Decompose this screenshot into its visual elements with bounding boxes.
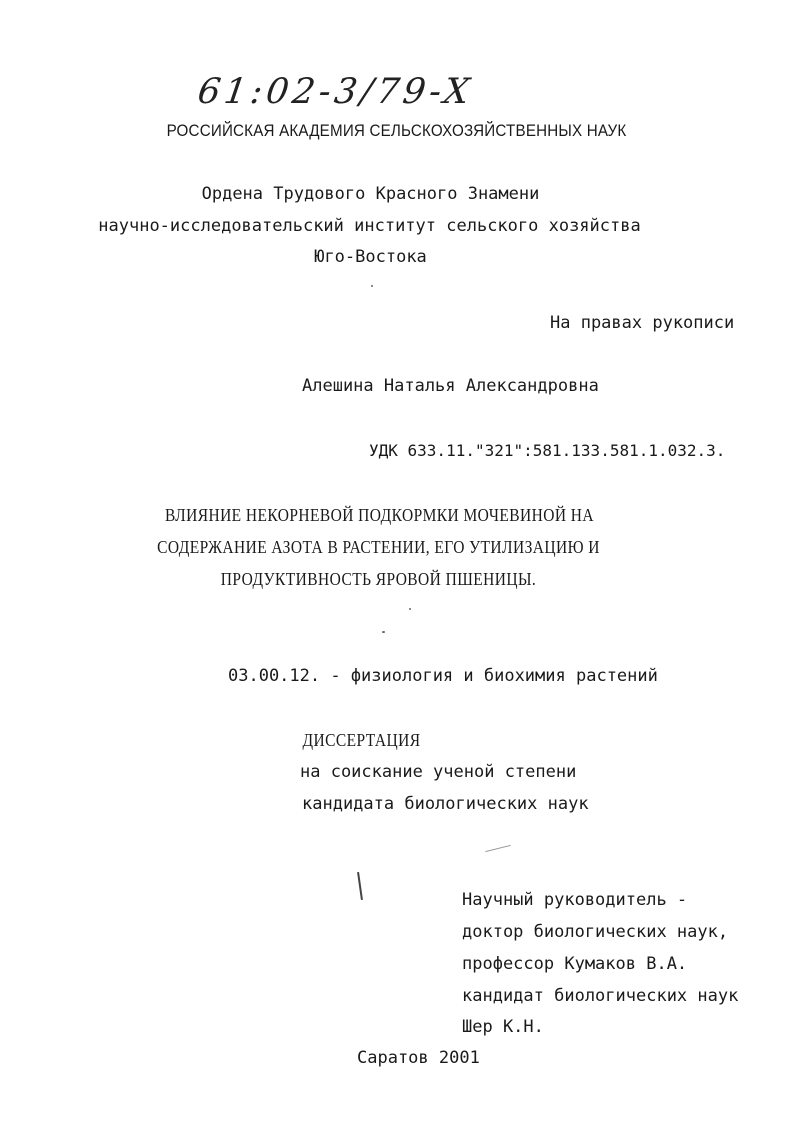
author-name: Алешина Наталья Александровна (302, 376, 599, 396)
scan-speck (382, 631, 385, 633)
supervisor-line-4: кандидат биологических наук (462, 986, 739, 1006)
scan-speck (409, 608, 411, 610)
scan-stroke (485, 845, 510, 852)
city-year: Саратов 2001 (357, 1048, 480, 1068)
scan-stroke (357, 872, 363, 900)
institute-line-1: Ордена Трудового Красного Знамени (201, 184, 540, 204)
supervisor-line-3: профессор Кумаков В.А. (462, 954, 688, 974)
degree-line-1: на соискание ученой степени (300, 762, 577, 782)
degree-type: ДИССЕРТАЦИЯ (302, 730, 421, 750)
archive-mark: 61:02-3/79-X (195, 72, 476, 112)
title-line-2: СОДЕРЖАНИЕ АЗОТА В РАСТЕНИИ, ЕГО УТИЛИЗАЦИЮ И (157, 537, 600, 557)
institute-line-3: Юго-Востока (314, 247, 427, 267)
udc-code: УДК 633.11."321":581.133.581.1.032.3. (369, 441, 726, 460)
specialty: 03.00.12. - физиология и биохимия растений (228, 666, 658, 686)
manuscript-note: На правах рукописи (550, 313, 735, 333)
degree-line-2: кандидата биологических наук (302, 794, 589, 814)
supervisor-line-5: Шер К.Н. (462, 1017, 544, 1037)
supervisor-line-1: Научный руководитель - (462, 890, 688, 910)
title-line-3: ПРОДУКТИВНОСТЬ ЯРОВОЙ ПШЕНИЦЫ. (220, 569, 537, 589)
institute-line-2: научно-исследовательский институт сельского хозяйства (98, 216, 641, 236)
supervisor-line-2: доктор биологических наук, (462, 922, 729, 942)
academy-name: РОССИЙСКАЯ АКАДЕМИЯ СЕЛЬСКОХОЗЯЙСТВЕННЫХ НАУК (166, 122, 627, 140)
scan-speck (371, 285, 373, 287)
title-line-1: ВЛИЯНИЕ НЕКОРНЕВОЙ ПОДКОРМКИ МОЧЕВИНОЙ НА (165, 505, 594, 525)
